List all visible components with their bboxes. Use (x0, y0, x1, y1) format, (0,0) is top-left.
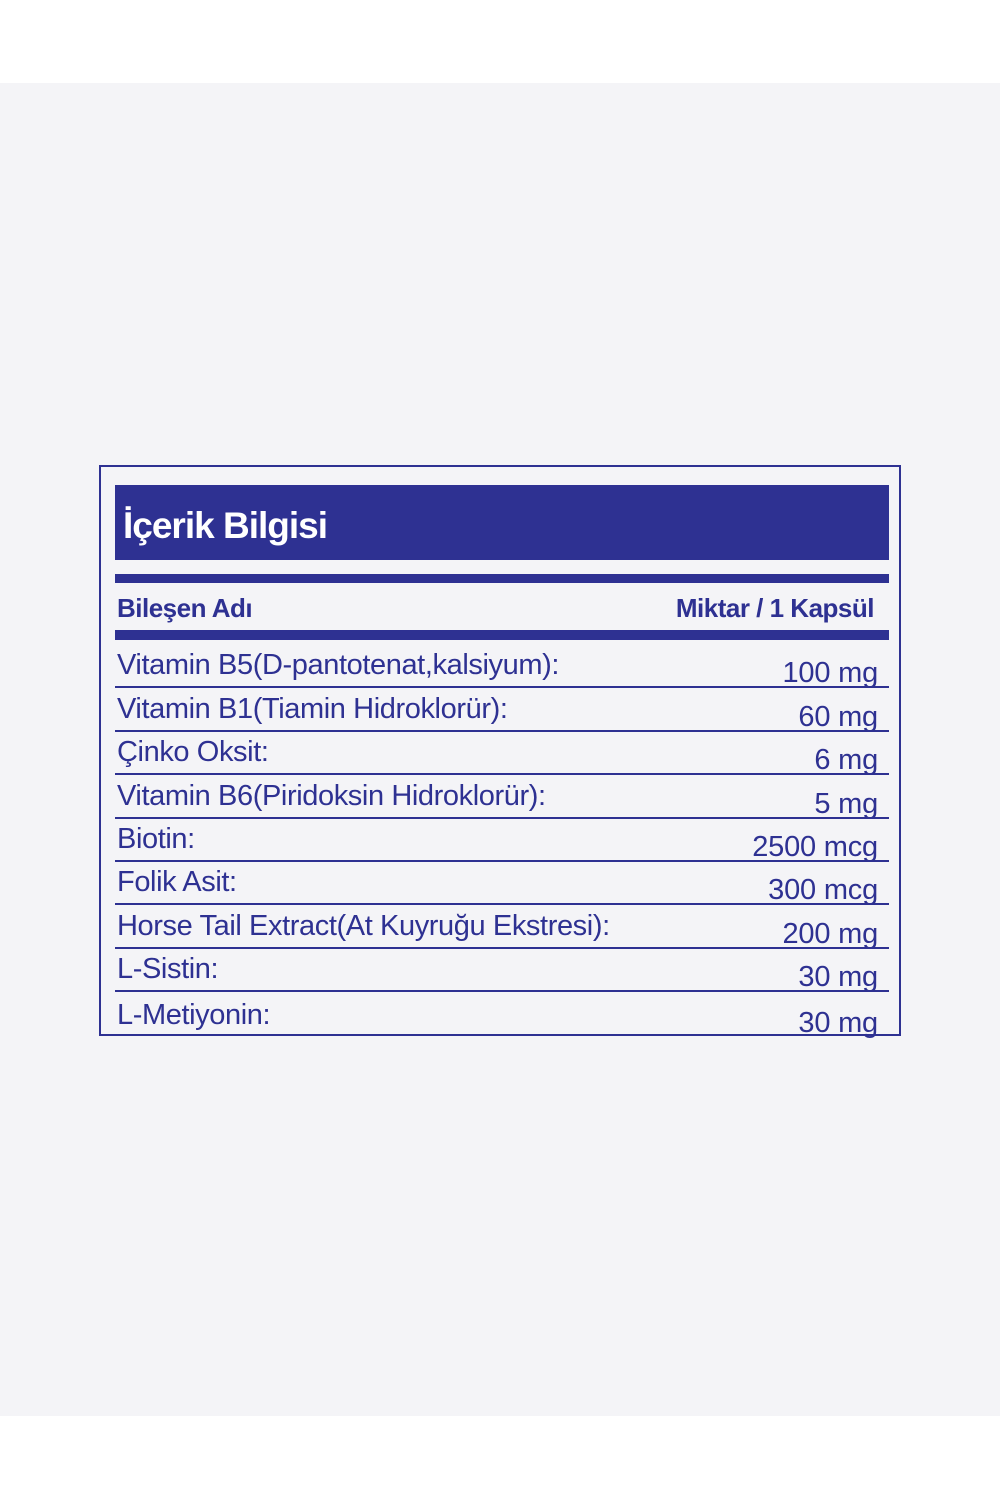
ingredient-amount: 6 mg (814, 744, 878, 777)
header-top-rule (115, 574, 889, 583)
table-row (115, 819, 889, 862)
table-row (115, 688, 889, 731)
header-bottom-rule (115, 630, 889, 640)
ingredient-name: Vitamin B5(D-pantotenat,kalsiyum): (117, 649, 560, 682)
ingredient-amount: 5 mg (814, 787, 878, 820)
ingredient-name: L-Sistin: (117, 953, 219, 986)
ingredient-name: L-Metiyonin: (117, 998, 271, 1031)
ingredient-name: Horse Tail Extract(At Kuyruğu Ekstresi): (117, 909, 610, 942)
ingredient-info-panel (99, 465, 901, 1039)
table-row (115, 992, 889, 1039)
ingredient-amount: 30 mg (798, 1006, 878, 1039)
panel-title: İçerik Bilgisi (123, 505, 327, 546)
table-row (115, 862, 889, 905)
ingredient-amount: 30 mg (798, 961, 878, 994)
ingredient-name: Folik Asit: (117, 866, 237, 899)
ingredient-name: Vitamin B6(Piridoksin Hidroklorür): (117, 779, 546, 812)
ingredient-amount: 2500 mcg (752, 830, 878, 863)
table-row (115, 775, 889, 818)
amount-column-header: Miktar / 1 Kapsül (675, 593, 874, 623)
ingredient-amount: 200 mg (782, 917, 878, 950)
ingredient-name: Çinko Oksit: (117, 736, 269, 769)
ingredient-table (115, 645, 889, 1039)
table-row (115, 732, 889, 775)
ingredient-name: Biotin: (117, 822, 195, 855)
title-bar (115, 485, 889, 560)
table-row (115, 949, 889, 992)
table-row (115, 645, 889, 688)
table-row (115, 905, 889, 948)
ingredient-amount: 100 mg (782, 657, 878, 690)
ingredient-name: Vitamin B1(Tiamin Hidroklorür): (117, 692, 508, 725)
ingredient-column-header: Bileşen Adı (117, 593, 253, 623)
ingredient-amount: 300 mcg (768, 874, 878, 907)
ingredient-amount: 60 mg (798, 700, 878, 733)
